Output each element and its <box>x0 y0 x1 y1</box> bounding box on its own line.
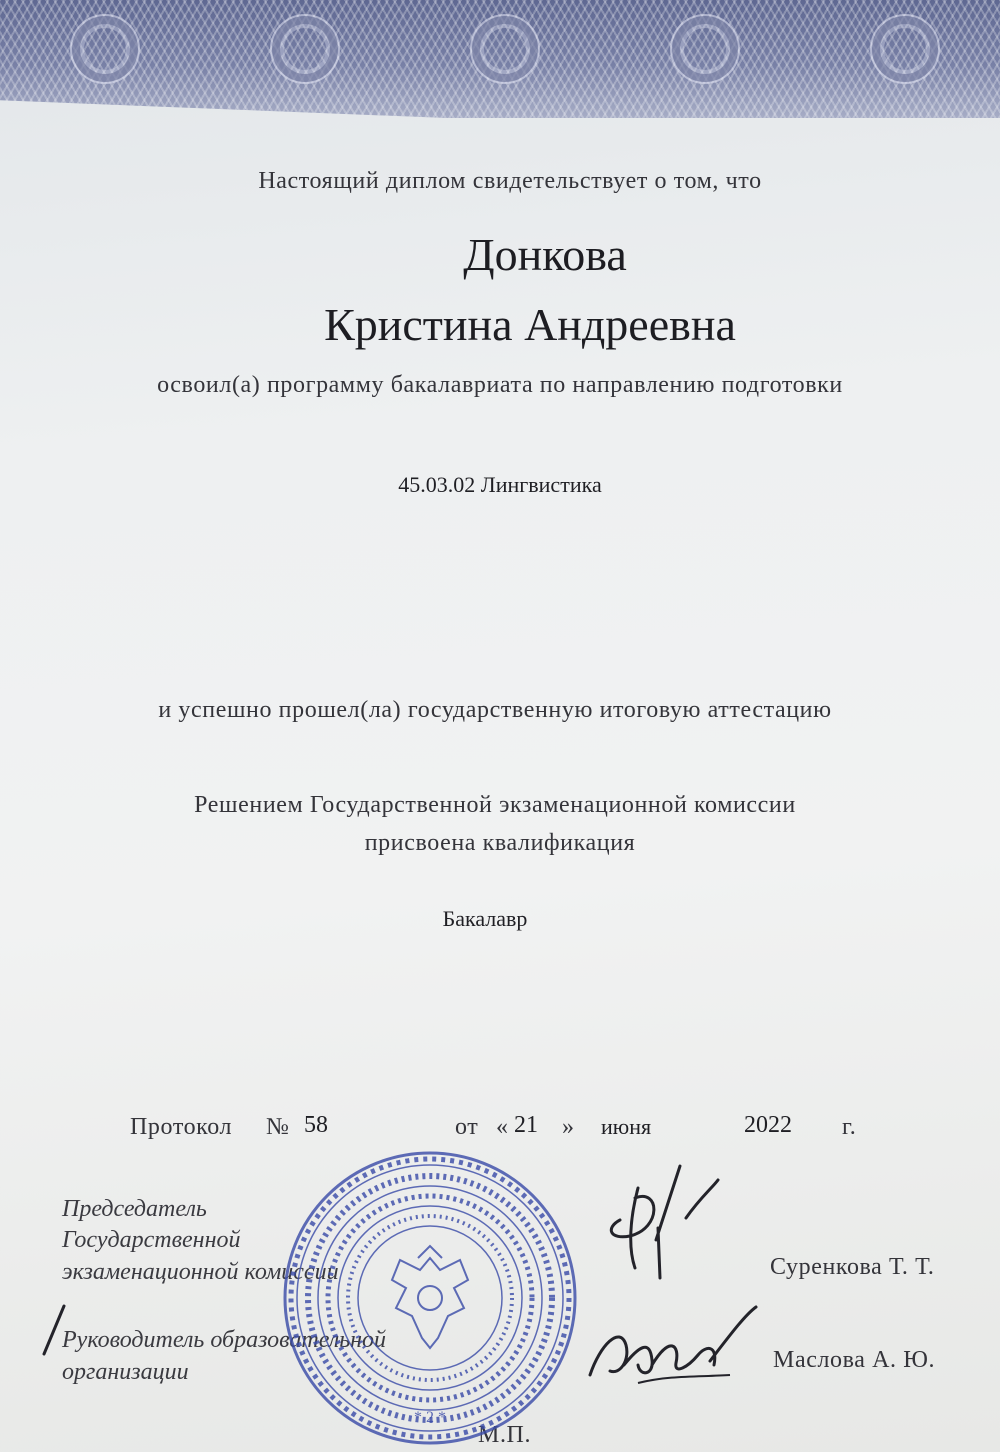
rosette-ornament <box>870 14 940 84</box>
head-signature-icon <box>580 1305 760 1395</box>
chair-signature-icon <box>590 1158 720 1288</box>
head-title-line-1: Руководитель образовательной <box>62 1327 387 1353</box>
day-open-quote: « <box>496 1114 509 1140</box>
decision-line-1: Решением Государственной экзаменационной комиссии <box>194 792 796 818</box>
intro-text: Настоящий диплом свидетельствует о том, что <box>258 168 762 194</box>
rosette-ornament <box>70 14 140 84</box>
attestation-text: и успешно прошел(ла) государственную итоговую аттестацию <box>158 697 832 723</box>
given-names: Кристина Андреевна <box>324 299 736 350</box>
protocol-month: июня <box>601 1114 652 1139</box>
protocol-number: 58 <box>304 1112 328 1138</box>
svg-text:* 2 *: * 2 * <box>414 1409 446 1426</box>
year-suffix: г. <box>842 1114 857 1140</box>
rosette-ornament <box>470 14 540 84</box>
chair-name: Суренкова Т. Т. <box>770 1254 935 1280</box>
head-title-line-2: организации <box>62 1359 189 1385</box>
protocol-day: 21 <box>514 1112 538 1138</box>
from-label: от <box>455 1114 479 1140</box>
program-code: 45.03.02 Лингвистика <box>398 472 602 497</box>
surname: Донкова <box>463 229 627 280</box>
head-name: Маслова А. Ю. <box>773 1347 936 1373</box>
seal-place-mark: М.П. <box>478 1422 532 1448</box>
guilloche-border <box>0 0 1000 118</box>
number-sign: № <box>266 1114 290 1140</box>
rosette-ornament <box>670 14 740 84</box>
slash-mark-icon <box>34 1300 74 1360</box>
day-close-quote: » <box>562 1114 575 1140</box>
protocol-year: 2022 <box>744 1112 792 1138</box>
program-text: освоил(а) программу бакалавриата по направлению подготовки <box>157 372 843 398</box>
chair-title-line-1: Председатель <box>62 1196 207 1222</box>
rosette-ornament <box>270 14 340 84</box>
chair-title-line-2: Государственной <box>62 1227 241 1253</box>
qualification: Бакалавр <box>442 906 528 931</box>
official-seal-icon <box>280 1148 580 1448</box>
protocol-label: Протокол <box>130 1114 233 1140</box>
chair-title-line-3: экзаменационной комиссии <box>62 1259 339 1285</box>
decision-line-2: присвоена квалификация <box>364 830 636 856</box>
